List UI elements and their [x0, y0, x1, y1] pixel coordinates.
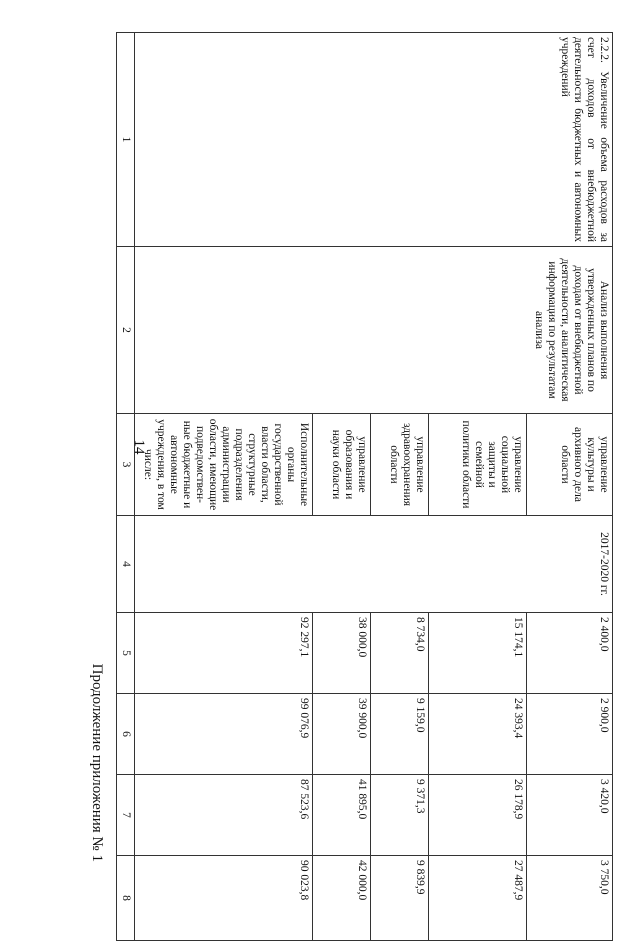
- column-number: 1: [117, 33, 135, 247]
- subrow-value: 3 750,0: [527, 856, 613, 941]
- column-number: 7: [117, 775, 135, 856]
- subrow-value: 9 839,9: [371, 856, 429, 941]
- subrow-value: 8 734,0: [371, 613, 429, 694]
- subrow-value: 2 400,0: [527, 613, 613, 694]
- subrow-value: 39 900,0: [313, 694, 371, 775]
- column-number: 4: [117, 516, 135, 613]
- subrow-value: 42 000,0: [313, 856, 371, 941]
- page-number: 14: [131, 439, 147, 455]
- total-value-col5: 92 297,1: [135, 613, 313, 694]
- subrow-executor: управление социальной защиты и семейной политики области: [429, 414, 527, 516]
- subrow-value: 15 174,1: [429, 613, 527, 694]
- total-value-col7: 87 523,6: [135, 775, 313, 856]
- subrow-value: 38 000,0: [313, 613, 371, 694]
- measure-title: 2.2.2. Увеличение объема расходов за счет доходов от внебюджетной деятельности бюджетных и автономных учреждений: [135, 33, 613, 247]
- column-number: 2: [117, 247, 135, 414]
- total-value-col6: 99 076,9: [135, 694, 313, 775]
- subrow-executor: управление культуры и архивного дела области: [527, 414, 613, 516]
- measure-indicator: Анализ выполнения утвержденных планов по доходам от внебюджетной деятельности, аналитическая информация по результатам анализа: [135, 247, 613, 414]
- column-number: 3: [117, 414, 135, 516]
- table-row-main: [135, 33, 313, 941]
- column-number: 6: [117, 694, 135, 775]
- column-number: 8: [117, 856, 135, 941]
- subrow-value: 2 900,0: [527, 694, 613, 775]
- measure-period: 2017-2020 гг.: [135, 516, 613, 613]
- subrow-value: 41 895,0: [313, 775, 371, 856]
- subrow-value: 3 420,0: [527, 775, 613, 856]
- subrow-value: 24 393,4: [429, 694, 527, 775]
- subrow-executor: управление образования и науки области: [313, 414, 371, 516]
- subrow-value: 26 178,9: [429, 775, 527, 856]
- total-value-col8: 90 023,8: [135, 856, 313, 941]
- column-number-row: [117, 33, 135, 941]
- subrow-value: 27 487,9: [429, 856, 527, 941]
- appendix-caption: Продолжение приложения № 1: [89, 663, 105, 862]
- subrow-value: 9 159,0: [371, 694, 429, 775]
- subrow-executor: управление здравоохранения области: [371, 414, 429, 516]
- budget-table: [116, 32, 613, 941]
- column-number: 5: [117, 613, 135, 694]
- measure-executor: Исполнительные органы государственной власти области, структурные подразделения администрации области, имеющие подведомствен-ные бюджетные и автономные учреждения, в том числе:: [135, 414, 313, 516]
- rotated-document-page: [25, 22, 615, 901]
- subrow-value: 9 371,3: [371, 775, 429, 856]
